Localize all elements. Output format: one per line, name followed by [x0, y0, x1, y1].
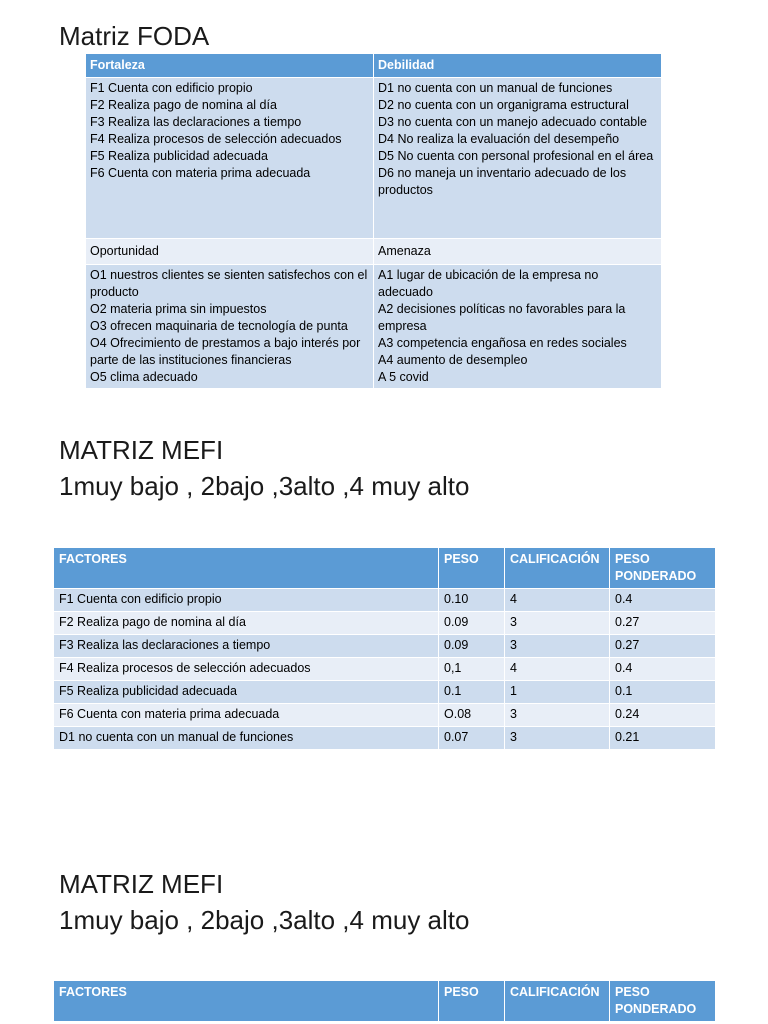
- opportunities-cell: [86, 265, 374, 389]
- peso-cell: 0,1: [439, 658, 505, 681]
- peso-cell: 0.10: [439, 589, 505, 612]
- strength-item: F4 Realiza procesos de selección adecuados: [90, 132, 342, 146]
- col-header-factores: FACTORES: [54, 981, 439, 1022]
- foda-title: Matriz FODA: [59, 21, 210, 51]
- mefi-table: [53, 547, 716, 750]
- col-header-calificacion: CALIFICACIÓN: [505, 548, 610, 589]
- factor-cell: F6 Cuenta con materia prima adecuada: [54, 704, 439, 727]
- table-row: [54, 635, 716, 658]
- weakness-item: D2 no cuenta con un organigrama estructural: [378, 98, 629, 112]
- threat-item: A1 lugar de ubicación de la empresa no adecuado: [378, 268, 599, 299]
- weakness-item: D4 No realiza la evaluación del desempeño: [378, 132, 620, 146]
- calificacion-cell: 3: [505, 704, 610, 727]
- header-strength: Fortaleza: [86, 54, 374, 78]
- strength-item: F2 Realiza pago de nomina al día: [90, 98, 277, 112]
- factor-cell: F5 Realiza publicidad adecuada: [54, 681, 439, 704]
- weakness-item: D5 No cuenta con personal profesional en el área: [378, 149, 654, 163]
- table-row: [54, 704, 716, 727]
- threat-item: A4 aumento de desempleo: [378, 353, 528, 367]
- ponderado-cell: 0.21: [610, 727, 716, 750]
- mefi-title: MATRIZ MEFI: [59, 435, 224, 465]
- calificacion-cell: 1: [505, 681, 610, 704]
- peso-cell: 0.09: [439, 635, 505, 658]
- factor-cell: D1 no cuenta con un manual de funciones: [54, 727, 439, 750]
- opportunity-label: Oportunidad: [86, 239, 374, 265]
- threats-cell: [374, 265, 662, 389]
- factor-cell: F3 Realiza las declaraciones a tiempo: [54, 635, 439, 658]
- opportunity-item: O4 Ofrecimiento de prestamos a bajo interés por parte de las instituciones financieras: [90, 336, 361, 367]
- table-row: [54, 681, 716, 704]
- strength-item: F6 Cuenta con materia prima adecuada: [90, 166, 311, 180]
- table-row: [54, 658, 716, 681]
- threat-item: A2 decisiones políticas no favorables para la empresa: [378, 302, 626, 333]
- factor-cell: F1 Cuenta con edificio propio: [54, 589, 439, 612]
- ponderado-cell: 0.4: [610, 589, 716, 612]
- table-row: [54, 727, 716, 750]
- table-row: [54, 589, 716, 612]
- weaknesses-cell: [374, 78, 662, 239]
- mefi-table-2: [53, 980, 716, 1022]
- col-header-peso: PESO: [439, 548, 505, 589]
- foda-table: [85, 53, 662, 389]
- peso-cell: 0.07: [439, 727, 505, 750]
- calificacion-cell: 4: [505, 589, 610, 612]
- weakness-item: D1 no cuenta con un manual de funciones: [378, 81, 613, 95]
- peso-cell: O.08: [439, 704, 505, 727]
- factor-cell: F2 Realiza pago de nomina al día: [54, 612, 439, 635]
- col-header-peso-ponderado: PESO PONDERADO: [610, 981, 716, 1022]
- opportunity-item: O1 nuestros clientes se sienten satisfechos con el producto: [90, 268, 368, 299]
- calificacion-cell: 3: [505, 612, 610, 635]
- factor-cell: F4 Realiza procesos de selección adecuados: [54, 658, 439, 681]
- ponderado-cell: 0.27: [610, 612, 716, 635]
- opportunity-item: O3 ofrecen maquinaria de tecnología de punta: [90, 319, 348, 333]
- mefi-scale-subtitle: 1muy bajo , 2bajo ,3alto ,4 muy alto: [59, 471, 470, 501]
- ponderado-cell: 0.4: [610, 658, 716, 681]
- calificacion-cell: 3: [505, 727, 610, 750]
- header-weakness: Debilidad: [374, 54, 662, 78]
- threat-item: A 5 covid: [378, 370, 429, 384]
- calificacion-cell: 4: [505, 658, 610, 681]
- col-header-peso: PESO: [439, 981, 505, 1022]
- strengths-cell: [86, 78, 374, 239]
- table-row: [54, 612, 716, 635]
- col-header-factores: FACTORES: [54, 548, 439, 589]
- threat-label: Amenaza: [374, 239, 662, 265]
- peso-cell: 0.09: [439, 612, 505, 635]
- weakness-item: D6 no maneja un inventario adecuado de los productos: [378, 166, 627, 197]
- col-header-peso-ponderado: PESO PONDERADO: [610, 548, 716, 589]
- mefi-scale-subtitle-2: 1muy bajo , 2bajo ,3alto ,4 muy alto: [59, 905, 470, 935]
- opportunity-item: O5 clima adecuado: [90, 370, 198, 384]
- weakness-item: D3 no cuenta con un manejo adecuado contable: [378, 115, 647, 129]
- strength-item: F3 Realiza las declaraciones a tiempo: [90, 115, 302, 129]
- threat-item: A3 competencia engañosa en redes sociales: [378, 336, 627, 350]
- calificacion-cell: 3: [505, 635, 610, 658]
- ponderado-cell: 0.27: [610, 635, 716, 658]
- ponderado-cell: 0.1: [610, 681, 716, 704]
- peso-cell: 0.1: [439, 681, 505, 704]
- opportunity-item: O2 materia prima sin impuestos: [90, 302, 267, 316]
- strength-item: F1 Cuenta con edificio propio: [90, 81, 253, 95]
- strength-item: F5 Realiza publicidad adecuada: [90, 149, 268, 163]
- col-header-calificacion: CALIFICACIÓN: [505, 981, 610, 1022]
- ponderado-cell: 0.24: [610, 704, 716, 727]
- mefi-title-2: MATRIZ MEFI: [59, 869, 224, 899]
